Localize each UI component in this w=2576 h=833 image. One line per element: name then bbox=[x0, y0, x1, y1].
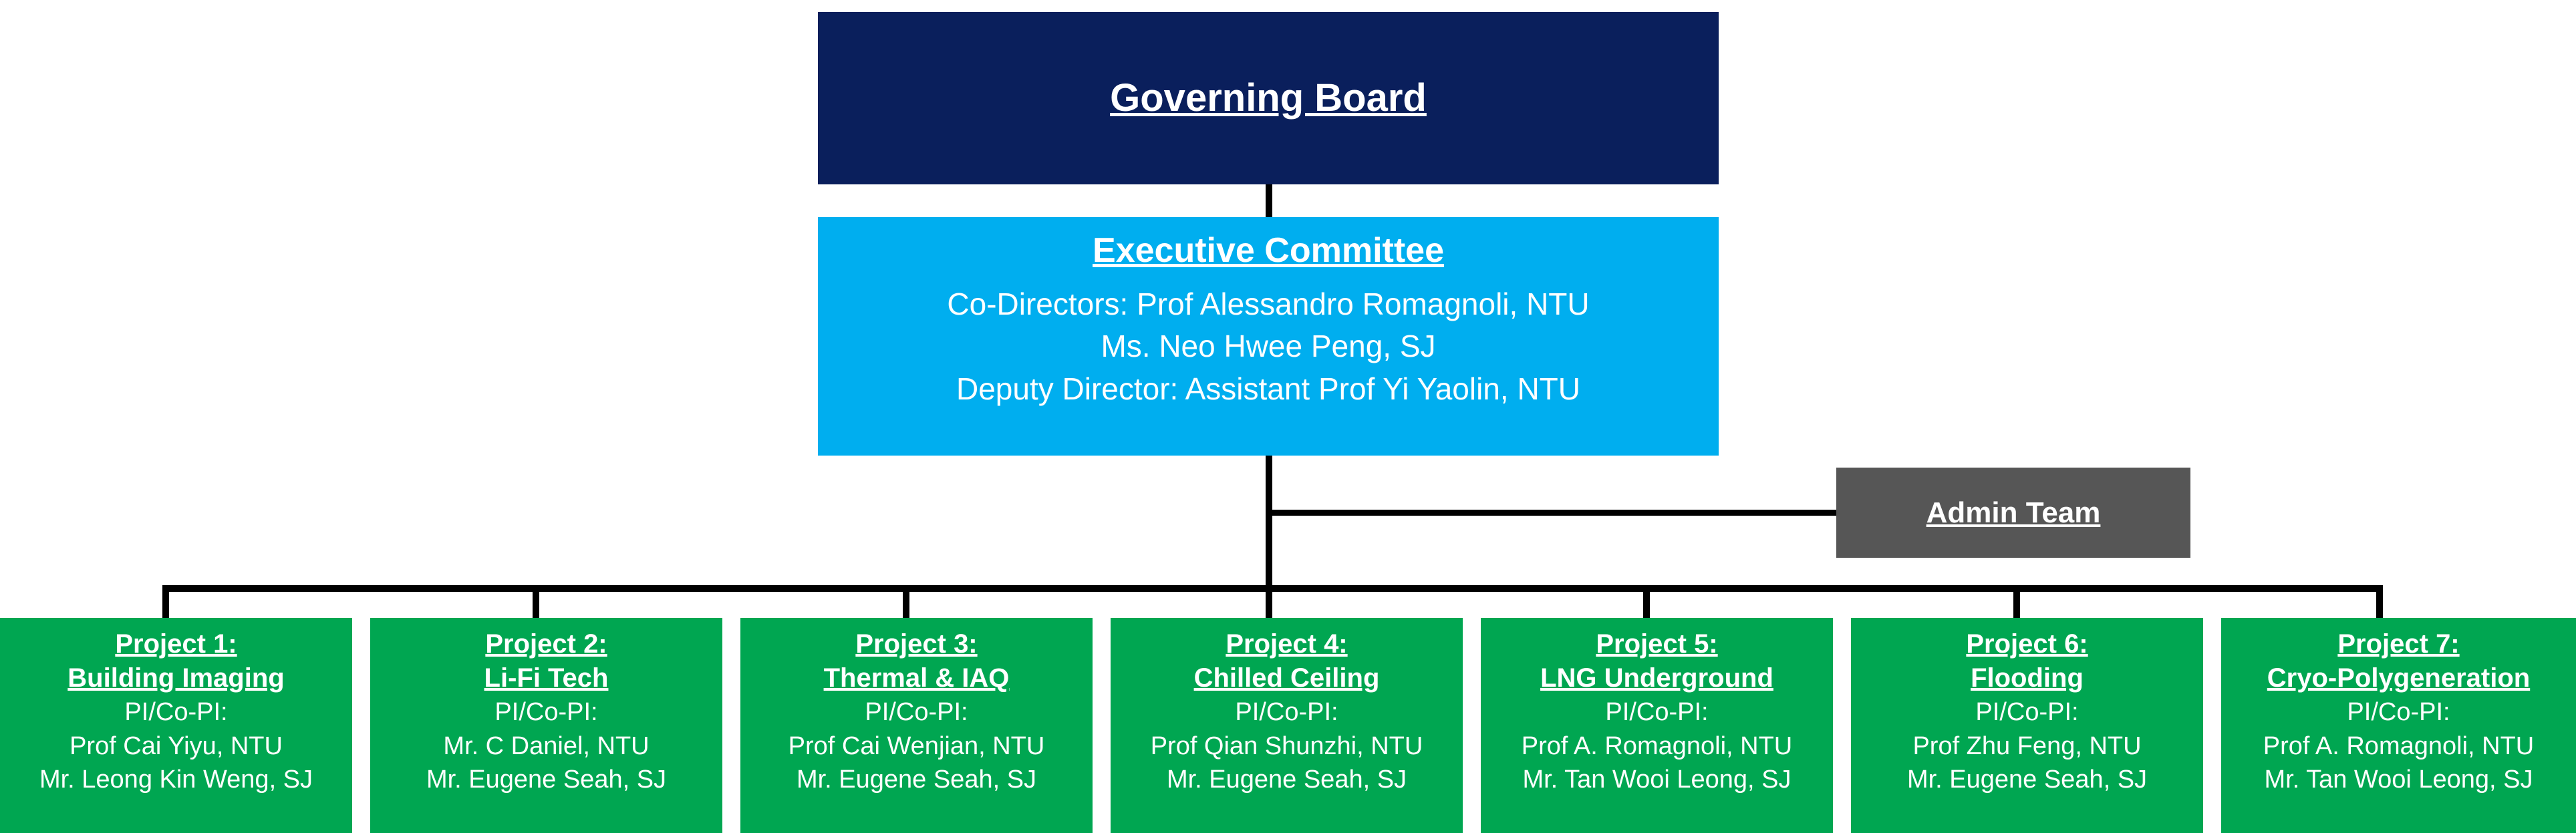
connector-drop-project-1 bbox=[162, 585, 169, 618]
project-1-role-label: PI/Co-PI: bbox=[124, 698, 228, 727]
project-7-person-1: Prof A. Romagnoli, NTU bbox=[2263, 731, 2535, 760]
project-5-person-2: Mr. Tan Wooi Leong, SJ bbox=[1522, 765, 1792, 794]
governing-board-title: Governing Board bbox=[1110, 76, 1427, 120]
project-2-person-1: Mr. C Daniel, NTU bbox=[443, 731, 650, 760]
project-4-title-line2: Chilled Ceiling bbox=[1193, 663, 1380, 693]
connector-drop-project-5 bbox=[1643, 585, 1650, 618]
executive-committee-line-2: Ms. Neo Hwee Peng, SJ bbox=[1101, 329, 1436, 364]
executive-committee-line-1: Co-Directors: Prof Alessandro Romagnoli, NTU bbox=[947, 287, 1590, 321]
connector-drop-project-2 bbox=[533, 585, 539, 618]
connector-drop-project-3 bbox=[903, 585, 909, 618]
executive-committee-line-3: Deputy Director: Assistant Prof Yi Yaolin, NTU bbox=[956, 371, 1580, 406]
project-2-title-line1: Project 2: bbox=[485, 629, 607, 659]
connector-exec-to-admin bbox=[1266, 510, 1840, 516]
project-3-role-label: PI/Co-PI: bbox=[865, 698, 968, 727]
project-2-person-2: Mr. Eugene Seah, SJ bbox=[426, 765, 667, 794]
governing-board-node[interactable] bbox=[818, 12, 1719, 184]
connector-projects-bus bbox=[162, 585, 2383, 592]
project-6-title-line1: Project 6: bbox=[1966, 629, 2088, 659]
project-node-7[interactable] bbox=[2221, 618, 2576, 833]
project-3-person-1: Prof Cai Wenjian, NTU bbox=[788, 731, 1045, 760]
project-5-person-1: Prof A. Romagnoli, NTU bbox=[1521, 731, 1793, 760]
project-1-person-2: Mr. Leong Kin Weng, SJ bbox=[39, 765, 313, 794]
project-2-title-line2: Li-Fi Tech bbox=[484, 663, 609, 693]
project-7-title-line2: Cryo-Polygeneration bbox=[2267, 663, 2531, 693]
project-4-title-line1: Project 4: bbox=[1226, 629, 1348, 659]
project-node-2[interactable] bbox=[370, 618, 722, 833]
project-2-role-label: PI/Co-PI: bbox=[494, 698, 598, 727]
project-4-person-2: Mr. Eugene Seah, SJ bbox=[1166, 765, 1407, 794]
connector-board-to-exec bbox=[1266, 184, 1272, 217]
executive-committee-title: Executive Committee bbox=[1093, 231, 1444, 270]
connector-drop-project-4 bbox=[1266, 585, 1272, 618]
project-3-person-2: Mr. Eugene Seah, SJ bbox=[796, 765, 1037, 794]
admin-team-title: Admin Team bbox=[1926, 496, 2101, 529]
project-4-person-1: Prof Qian Shunzhi, NTU bbox=[1150, 731, 1423, 760]
project-6-person-2: Mr. Eugene Seah, SJ bbox=[1906, 765, 2148, 794]
admin-team-node[interactable] bbox=[1836, 468, 2190, 558]
project-5-title-line2: LNG Underground bbox=[1540, 663, 1773, 693]
project-5-title-line1: Project 5: bbox=[1596, 629, 1718, 659]
project-3-title-line2: Thermal & IAQ bbox=[823, 663, 1010, 693]
project-3-title-line1: Project 3: bbox=[855, 629, 978, 659]
project-7-person-2: Mr. Tan Wooi Leong, SJ bbox=[2264, 765, 2533, 794]
project-1-person-1: Prof Cai Yiyu, NTU bbox=[69, 731, 283, 760]
project-node-5[interactable] bbox=[1481, 618, 1833, 833]
project-6-title-line2: Flooding bbox=[1971, 663, 2084, 693]
executive-committee-node[interactable] bbox=[818, 217, 1719, 456]
project-4-role-label: PI/Co-PI: bbox=[1235, 698, 1338, 727]
project-7-title-line1: Project 7: bbox=[2337, 629, 2460, 659]
project-7-role-label: PI/Co-PI: bbox=[2347, 698, 2450, 727]
project-node-4[interactable] bbox=[1111, 618, 1463, 833]
project-5-role-label: PI/Co-PI: bbox=[1605, 698, 1709, 727]
project-1-title-line1: Project 1: bbox=[115, 629, 237, 659]
project-node-1[interactable] bbox=[0, 618, 352, 833]
project-1-title-line2: Building Imaging bbox=[67, 663, 285, 693]
project-node-3[interactable] bbox=[740, 618, 1093, 833]
project-6-role-label: PI/Co-PI: bbox=[1975, 698, 2079, 727]
project-6-person-1: Prof Zhu Feng, NTU bbox=[1912, 731, 2142, 760]
connector-drop-project-7 bbox=[2376, 585, 2383, 618]
connector-drop-project-6 bbox=[2013, 585, 2020, 618]
project-node-6[interactable] bbox=[1851, 618, 2203, 833]
